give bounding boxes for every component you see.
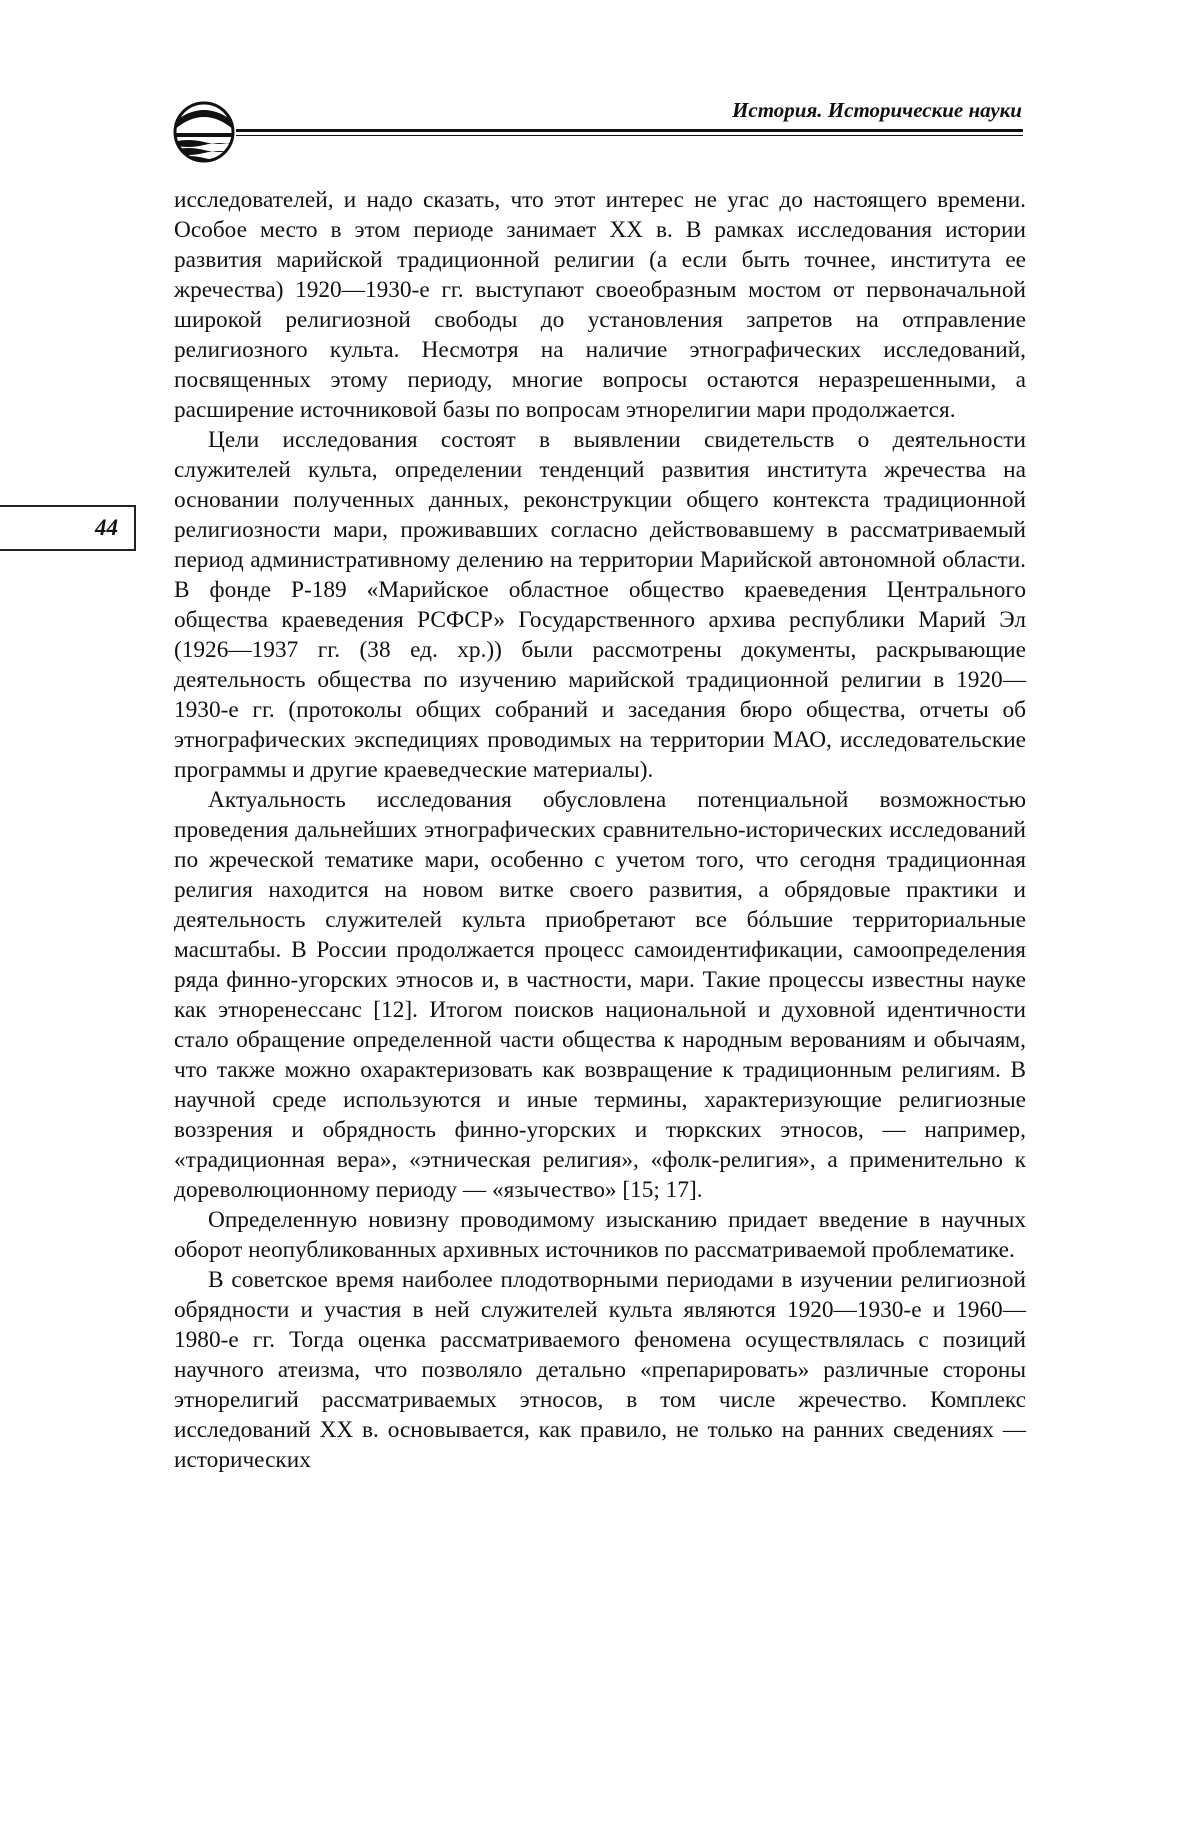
paragraph: Цели исследования состоят в выявлении свидетельств о деятельности служителей культа, определении тенденций развития института жречества на основании полученных данных, реконструкции общего контекста традиционной религиозности мари, проживавших согласно действовавшему в рассматриваемый период административному делению на территории Марийской автономной области. В фонде Р-189 «Марийское областное общество краеведения Центрального общества краеведения РСФСР» Государственного архива республики Марий Эл (1926—1937 гг. (38 ед. хр.)) были рассмотрены документы, раскрывающие деятельность общества по изучению марийской традиционной религии в 1920—1930-е гг. (протоколы общих собраний и заседания бюро общества, отчеты об этнографических экспедициях проводимых на территории МАО, исследовательские программы и другие краеведческие материалы).: [174, 427, 1026, 783]
page-number-box: [0, 505, 136, 551]
paragraph: Определенную новизну проводимому изысканию придает введение в научных оборот неопубликованных архивных источников по рассматриваемой проблематике.: [174, 1207, 1026, 1263]
paragraph: В советское время наиболее плодотворными периодами в изучении религиозной обрядности и участия в ней служителей культа являются 1920—1930-е и 1960—1980-е гг. Тогда оценка рассматриваемого феномена осуществлялась с позиций научного атеизма, что позволяло детально «препарировать» различные стороны этнорелигий рассматриваемых этносов, в том числе жречество. Комплекс исследований XX в. основывается, как правило, не только на ранних сведениях — исторических: [174, 1267, 1026, 1473]
page-number: 44: [95, 515, 118, 540]
header-rule-thin: [236, 135, 1023, 136]
running-title: История. Исторические науки: [732, 98, 1022, 122]
journal-logo-icon: [172, 100, 236, 164]
header-rule-thick: [236, 129, 1023, 132]
paragraph: Актуальность исследования обусловлена потенциальной возможностью проведения дальнейших этнографических сравнительно-исторических исследований по жреческой тематике мари, особенно с учетом того, что сегодня традиционная религия находится на новом витке своего развития, а обрядовые практики и деятельность служителей культа приобретают все бóльшие территориальные масштабы. В России продолжается процесс самоидентификации, самоопределения ряда финно-угорских этносов и, в частности, мари. Такие процессы известны науке как этноренессанс [12]. Итогом поисков национальной и духовной идентичности стало обращение определенной части общества к народным верованиям и обычаям, что также можно охарактеризовать как возвращение к традиционным религиям. В научной среде используются и иные термины, характеризующие религиозные воззрения и обрядность финно-угорских и тюркских этносов, — например, «традиционная вера», «этническая религия», «фолк-религия», а применительно к дореволюционному периоду — «язычество» [15; 17].: [174, 787, 1026, 1203]
paragraph: исследователей, и надо сказать, что этот интерес не угас до настоящего времени. Особое место в этом периоде занимает XX в. В рамках исследования истории развития марийской традиционной религии (а если быть точнее, института ее жречества) 1920—1930-е гг. выступают своеобразным мостом от первоначальной широкой религиозной свободы до установления запретов на отправление религиозного культа. Несмотря на наличие этнографических исследований, посвященных этому периоду, многие вопросы остаются неразрешенными, а расширение источниковой базы по вопросам этнорелигии мари продолжается.: [174, 187, 1026, 423]
body-text: [174, 185, 1026, 1475]
